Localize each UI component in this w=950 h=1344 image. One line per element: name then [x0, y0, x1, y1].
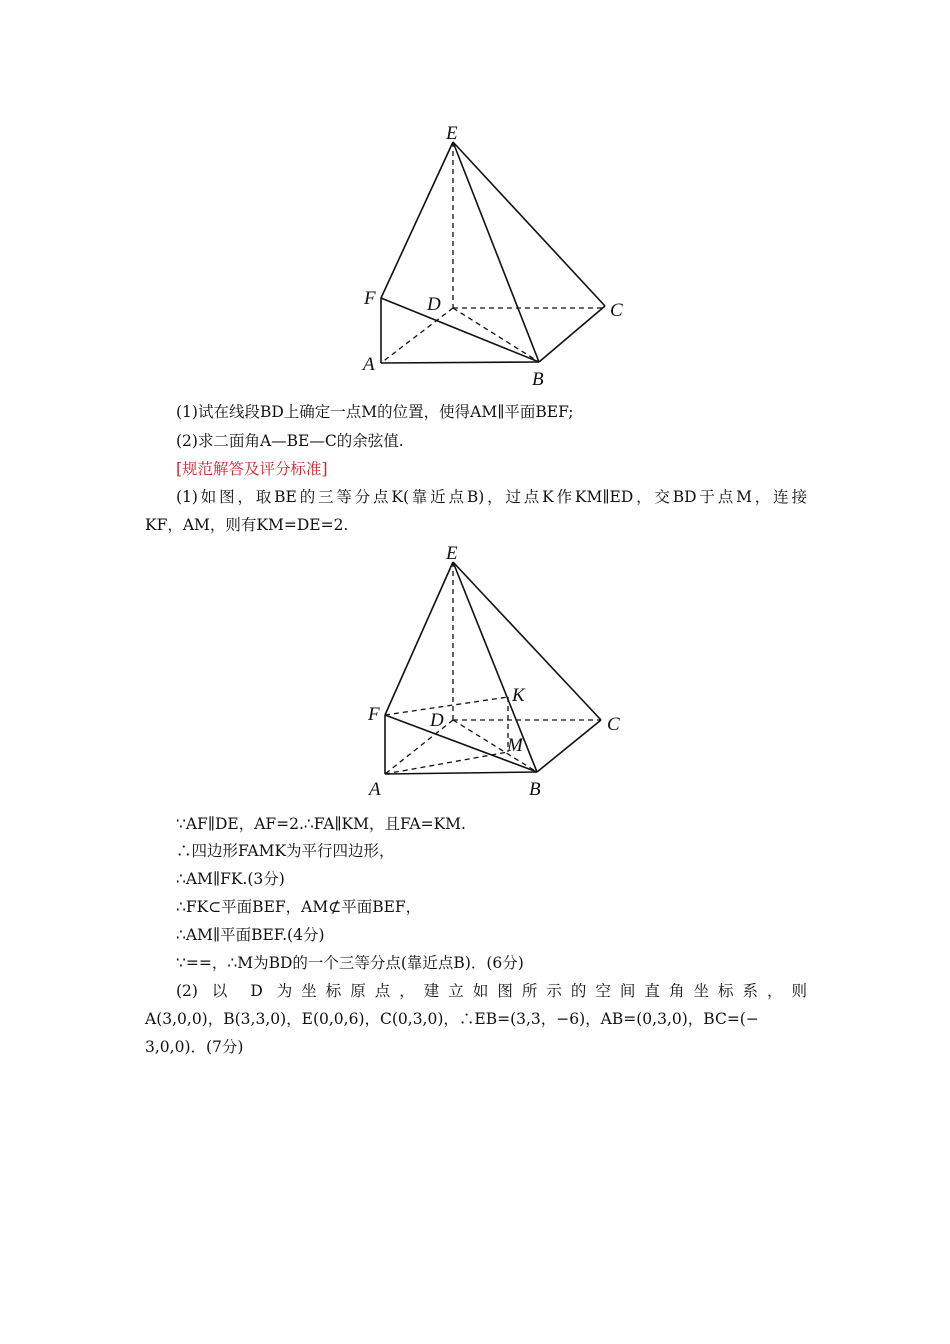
label-A: A	[369, 779, 381, 800]
edge-BC	[537, 720, 601, 772]
edge-DA-hidden	[381, 308, 453, 363]
segment-AM-hidden	[385, 752, 508, 774]
edge-AB	[385, 772, 537, 774]
edge-FB	[381, 298, 539, 362]
proof-line-3: ∴AM∥FK.(3分)	[176, 870, 285, 888]
proof-line-6: ∵==，∴M为BD的一个三等分点(靠近点B)．(6分)	[176, 954, 524, 972]
label-D: D	[427, 294, 441, 315]
figure-pyramid-2	[355, 540, 645, 802]
label-A: A	[363, 354, 375, 375]
edge-EF	[381, 142, 453, 298]
proof-line-2: ∴四边形FAMK为平行四边形，	[176, 842, 395, 860]
edge-AB	[381, 362, 539, 363]
label-B: B	[532, 369, 544, 390]
label-F: F	[368, 704, 380, 725]
edge-EC	[453, 142, 605, 306]
edge-BC	[539, 306, 605, 362]
label-K: K	[512, 685, 525, 706]
label-E: E	[446, 543, 458, 564]
label-D: D	[430, 710, 444, 731]
question-1: (1)试在线段BD上确定一点M的位置，使得AM∥平面BEF;	[176, 403, 574, 421]
proof-line-5: ∴AM∥平面BEF.(4分)	[176, 926, 325, 944]
solution-1-line-2: KF，AM，则有KM=DE=2.	[145, 516, 349, 534]
solution-2-line-1: (2) 以 D 为坐标原点，建立如图所示的空间直角坐标系，则	[176, 982, 807, 1000]
label-B: B	[529, 779, 541, 800]
pyramid-diagram-1	[355, 120, 645, 395]
solution-heading: [规范解答及评分标准]	[176, 460, 328, 478]
edge-EF	[385, 562, 453, 715]
pyramid-diagram-2	[355, 540, 645, 802]
question-2: (2)求二面角A—BE—C的余弦值.	[176, 432, 404, 450]
label-E: E	[446, 123, 458, 144]
proof-line-1: ∵AF∥DE，AF=2.∴FA∥KM，且FA=KM.	[176, 815, 466, 833]
solution-2-line-3: 3,0,0)．(7分)	[145, 1038, 244, 1056]
edge-EC	[453, 562, 601, 720]
label-M: M	[507, 735, 523, 756]
edge-EB	[453, 142, 539, 362]
edge-DB-hidden	[453, 308, 539, 362]
edge-EB	[453, 562, 537, 772]
solution-1-line-1: (1)如图，取BE的三等分点K(靠近点B)，过点K作KM∥ED，交BD于点M，连接	[176, 488, 807, 506]
proof-line-4: ∴FK⊂平面BEF，AM⊄平面BEF，	[176, 898, 422, 916]
label-C: C	[607, 714, 620, 735]
solution-2-line-2: A(3,0,0)，B(3,3,0)，E(0,0,6)，C(0,3,0)，∴EB=(3,3，−6)，AB=(0,3,0)，BC=(−	[145, 1010, 759, 1028]
figure-pyramid-1	[355, 120, 645, 395]
label-C: C	[610, 300, 623, 321]
label-F: F	[364, 288, 376, 309]
segment-FK-hidden	[385, 697, 508, 715]
